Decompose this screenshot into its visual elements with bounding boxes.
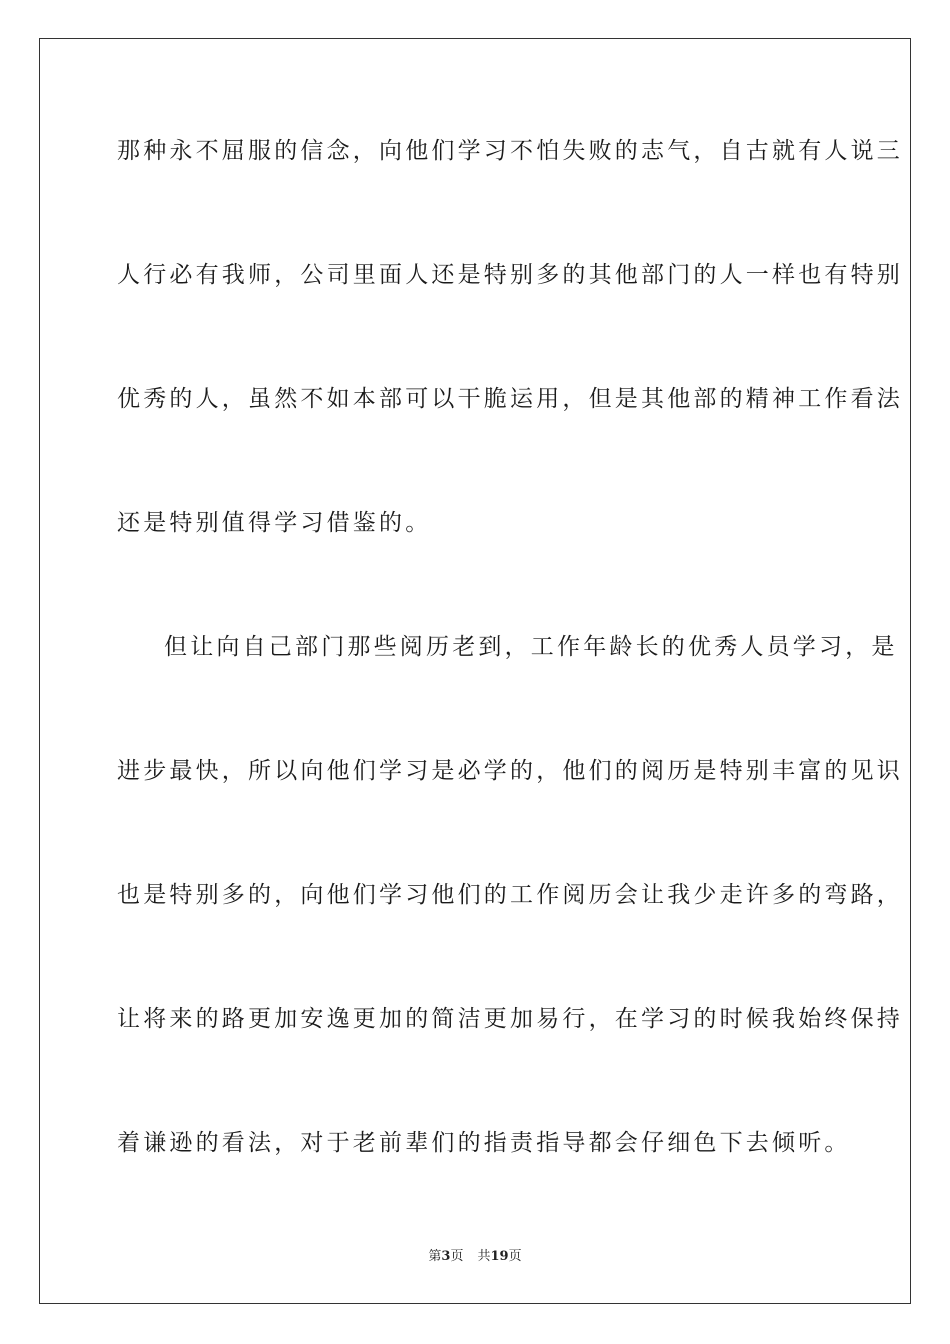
paragraph-first-line: 但让向自己部门那些阅历老到，工作年龄长的优秀人员学习，是 — [164, 634, 898, 660]
body-text-line: 人行必有我师，公司里面人还是特别多的其他部门的人一样也有特别 — [117, 262, 903, 288]
page-number: 3 — [441, 1249, 451, 1264]
body-text-line: 也是特别多的，向他们学习他们的工作阅历会让我少走许多的弯路， — [117, 882, 903, 908]
body-text-line: 那种永不屈服的信念，向他们学习不怕失败的志气，自古就有人说三 — [117, 138, 903, 164]
total-pages-indicator: 共19页 — [477, 1249, 522, 1264]
body-text-line: 进步最快，所以向他们学习是必学的，他们的阅历是特别丰富的见识 — [117, 758, 903, 784]
page-frame — [39, 38, 911, 1304]
body-text-line: 着谦逊的看法，对于老前辈们的指责指导都会仔细色下去倾听。 — [117, 1130, 851, 1156]
total-pages: 19 — [490, 1249, 509, 1264]
page-footer — [0, 1248, 950, 1266]
body-text-line: 让将来的路更加安逸更加的简洁更加易行，在学习的时候我始终保持 — [117, 1006, 903, 1032]
page-indicator: 第3页 — [428, 1249, 464, 1264]
body-text-line: 还是特别值得学习借鉴的。 — [117, 510, 432, 536]
body-text-line: 优秀的人，虽然不如本部可以干脆运用，但是其他部的精神工作看法 — [117, 386, 903, 412]
